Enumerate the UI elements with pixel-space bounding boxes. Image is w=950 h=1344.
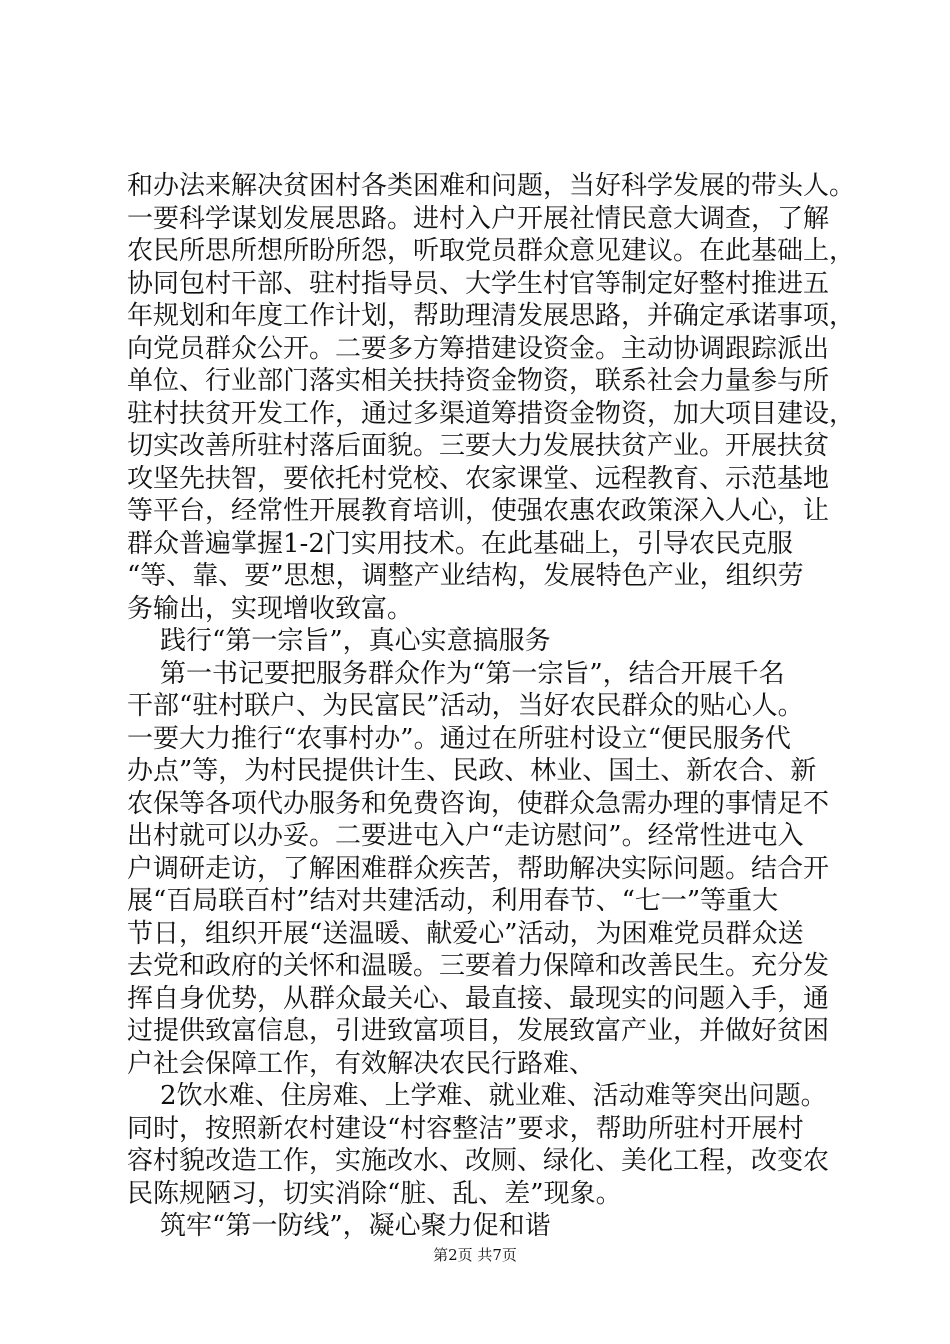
text-line: 容村貌改造工作，实施改水、改厕、绿化、美化工程，改变农 (127, 1146, 830, 1176)
text-line: 户调研走访，了解困难群众疾苦，帮助解决实际问题。结合开 (127, 853, 830, 884)
page-footer: 第2页 共7页 (433, 1246, 517, 1264)
text-line: 一要大力推行“农事村办”。通过在所驻村设立“便民服务代 (127, 723, 791, 754)
text-line: 出村就可以办妥。二要进屯入户“走访慰问”。经常性进屯入 (127, 821, 804, 851)
text-line: 农民所思所想所盼所怨，听取党员群众意见建议。在此基础上， (127, 236, 856, 266)
text-line: 年规划和年度工作计划，帮助理清发展思路，并确定承诺事项， (127, 301, 856, 331)
text-line: 单位、行业部门落实相关扶持资金物资，联系社会力量参与所 (127, 366, 830, 396)
text-line: 节日，组织开展“送温暖、献爱心”活动，为困难党员群众送 (127, 918, 804, 949)
text-line: 践行“第一宗旨”，真心实意搞服务 (127, 626, 551, 656)
text-line: 同时，按照新农村建设“村容整洁”要求，帮助所驻村开展村 (127, 1113, 804, 1144)
text-line: 群众普遍掌握1-2门实用技术。在此基础上，引导农民克服 (127, 528, 793, 559)
text-line: 等平台，经常性开展教育培训，使强农惠农政策深入人心，让 (127, 496, 830, 526)
text-line: 农保等各项代办服务和免费咨询，使群众急需办理的事情足不 (127, 788, 830, 819)
text-line: 切实改善所驻村落后面貌。三要大力发展扶贫产业。开展扶贫 (127, 431, 830, 461)
text-line: 和办法来解决贫困村各类困难和问题，当好科学发展的带头人。 (127, 171, 856, 201)
text-line: 民陈规陋习，切实消除“脏、乱、差”现象。 (127, 1178, 622, 1209)
text-line: 攻坚先扶智，要依托村党校、农家课堂、远程教育、示范基地 (127, 463, 830, 494)
text-line: “等、靠、要”思想，调整产业结构，发展特色产业，组织劳 (127, 561, 804, 591)
text-line: 务输出，实现增收致富。 (127, 593, 414, 624)
text-line: 一要科学谋划发展思路。进村入户开展社情民意大调查，了解 (127, 203, 830, 234)
text-line: 筑牢“第一防线”，凝心聚力促和谐 (127, 1211, 551, 1241)
text-line: 户社会保障工作，有效解决农民行路难、 (127, 1048, 596, 1079)
text-line: 向党员群众公开。二要多方筹措建设资金。主动协调跟踪派出 (127, 333, 830, 364)
text-line: 过提供致富信息，引进致富项目，发展致富产业，并做好贫困 (127, 1016, 830, 1046)
text-line: 驻村扶贫开发工作，通过多渠道筹措资金物资，加大项目建设， (127, 398, 856, 429)
text-line: 协同包村干部、驻村指导员、大学生村官等制定好整村推进五 (127, 268, 830, 299)
body-text (127, 170, 857, 1243)
text-line: 展“百局联百村”结对共建活动，利用春节、“七一”等重大 (127, 886, 779, 916)
text-line: 挥自身优势，从群众最关心、最直接、最现实的问题入手，通 (127, 983, 830, 1014)
text-line: 干部“驻村联户、为民富民”活动，当好农民群众的贴心人。 (127, 691, 804, 721)
text-line: 办点”等，为村民提供计生、民政、林业、国土、新农合、新 (127, 756, 817, 786)
text-line: 2饮水难、住房难、上学难、就业难、活动难等突出问题。 (127, 1081, 827, 1111)
text-line: 第一书记要把服务群众作为“第一宗旨”，结合开展千名 (127, 658, 785, 689)
text-line: 去党和政府的关怀和温暖。三要着力保障和改善民生。充分发 (127, 951, 830, 981)
